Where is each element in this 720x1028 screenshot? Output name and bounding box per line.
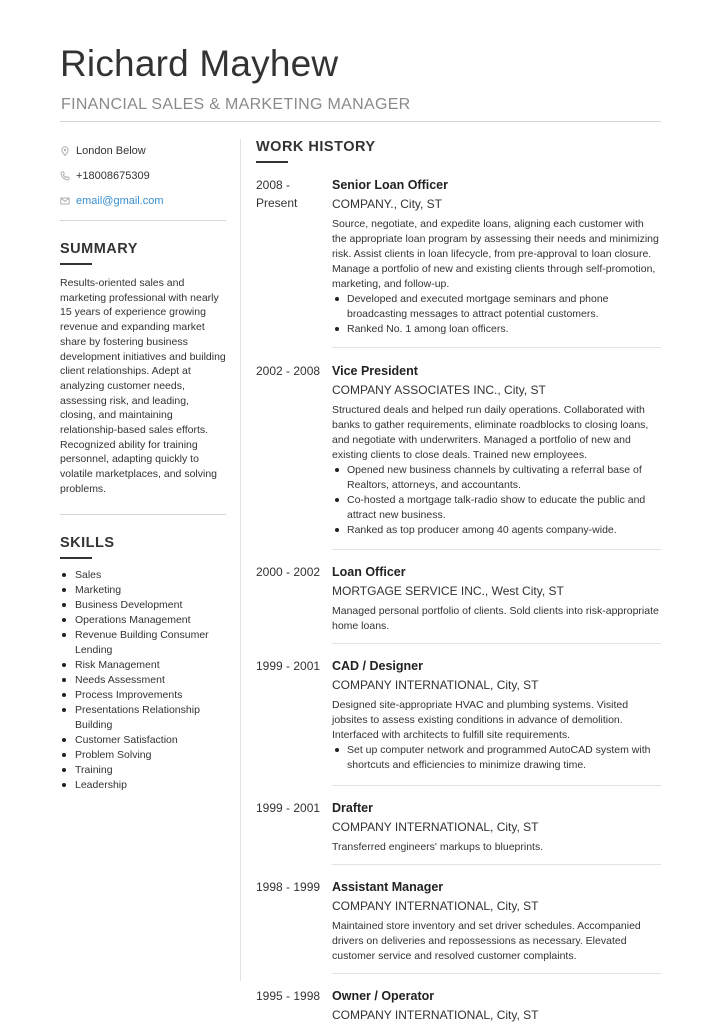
location-text: London Below <box>76 144 146 157</box>
job-dates: 2000 - 2002 <box>256 565 321 579</box>
skill-item: Process Improvements <box>60 688 226 703</box>
contact-email[interactable] <box>60 188 226 213</box>
job-description: Structured deals and helped run daily operations. Collaborated with banks to gather requirements, eliminate roadblocks to closing loans, and negotiate with underwriters. Managed a portfolio of new and existing clients to close deals. Trained new employees. <box>332 404 649 461</box>
job-bullet: Developed and executed mortgage seminars and phone broadcasting messages to attract potential customers. <box>332 292 661 322</box>
work-history-heading: WORK HISTORY <box>256 139 376 155</box>
job-dates: 2008 - Present <box>256 178 298 210</box>
job-dates: 2002 - 2008 <box>256 364 321 378</box>
job-title: Loan Officer <box>332 565 406 579</box>
job-divider <box>332 973 661 974</box>
job-entry <box>256 987 661 1025</box>
job-description: Designed site-appropriate HVAC and plumbing systems. Visited jobsites to assess existing conditions in advance of demolition. Interfaced with architects to fulfill site requirements. <box>332 699 629 741</box>
location-pin-icon <box>60 146 70 156</box>
job-description: Transferred engineers' markups to blueprints. <box>332 841 544 853</box>
contact-phone <box>60 163 226 188</box>
job-title: Owner / Operator <box>332 989 435 1003</box>
skills-divider <box>60 514 226 515</box>
work-history-underline <box>256 161 288 163</box>
envelope-icon <box>60 196 70 206</box>
job-bullets <box>332 743 661 773</box>
email-link[interactable]: email@gmail.com <box>76 194 164 207</box>
summary-text: Results-oriented sales and marketing professional with nearly 15 years of experience growing revenue and expanding market share by fostering business development initiatives and building client relationships. Adept at analyzing customer needs, assessing risk, and leading, closing, and maintaining relationship-based sales efforts. Recognized ability for training personnel, adapting quickly to volatile marketplaces, and solving problems. <box>60 277 226 495</box>
job-description: Managed personal portfolio of clients. Sold clients into risk-appropriate home loans. <box>332 605 659 632</box>
job-description: Maintained store inventory and set driver schedules. Accompanied drivers on deliveries and repossessions as necessary. Elevated customer service and resolved customer complaints. <box>332 920 641 962</box>
job-bullets <box>332 463 661 538</box>
job-dates: 1999 - 2001 <box>256 801 321 815</box>
column-divider <box>240 139 241 981</box>
job-entry <box>256 563 661 634</box>
skill-item: Problem Solving <box>60 748 226 763</box>
job-entry <box>256 362 661 538</box>
candidate-name: Richard Mayhew <box>60 43 339 84</box>
job-description: Source, negotiate, and expedite loans, aligning each customer with the appropriate loan program by assessing their needs and minimizing risk. Assist clients in loan lifecycle, from pre-approval to loan closure. Manage a portfolio of new and existing clients through self-promotion, marketing, and follow-up. <box>332 218 659 290</box>
skill-item: Revenue Building Consumer Lending <box>60 628 226 658</box>
skill-item: Leadership <box>60 778 226 793</box>
job-divider <box>332 785 661 786</box>
summary-underline <box>60 263 92 265</box>
right-column <box>256 138 661 1028</box>
job-company: COMPANY ASSOCIATES INC., City, ST <box>332 383 546 397</box>
skills-heading: SKILLS <box>60 534 115 551</box>
skills-underline <box>60 557 92 559</box>
job-divider <box>332 347 661 348</box>
job-bullets <box>332 292 661 337</box>
header-divider <box>60 121 661 122</box>
job-title: Senior Loan Officer <box>332 178 448 192</box>
job-entry <box>256 878 661 964</box>
skill-item: Needs Assessment <box>60 673 226 688</box>
job-entry <box>256 799 661 855</box>
job-title: Vice President <box>332 364 418 378</box>
job-dates: 1999 - 2001 <box>256 659 321 673</box>
job-divider <box>332 549 661 550</box>
job-company: COMPANY., City, ST <box>332 197 443 211</box>
skill-item: Business Development <box>60 598 226 613</box>
job-title-heading: FINANCIAL SALES & MARKETING MANAGER <box>61 96 411 113</box>
summary-divider <box>60 220 226 221</box>
skill-item: Sales <box>60 568 226 583</box>
skill-item: Training <box>60 763 226 778</box>
job-dates: 1995 - 1998 <box>256 989 321 1003</box>
job-company: COMPANY INTERNATIONAL, City, ST <box>332 678 539 692</box>
phone-text: +18008675309 <box>76 169 150 182</box>
summary-heading: SUMMARY <box>60 241 138 257</box>
phone-icon <box>60 171 70 181</box>
job-bullet: Ranked No. 1 among loan officers. <box>332 322 661 337</box>
job-company: MORTGAGE SERVICE INC., West City, ST <box>332 584 564 598</box>
job-entry <box>256 657 661 773</box>
job-divider <box>332 864 661 865</box>
job-title: CAD / Designer <box>332 659 423 673</box>
skills-list <box>60 568 226 793</box>
left-column <box>60 138 226 793</box>
skill-item: Presentations Relationship Building <box>60 703 226 733</box>
job-title: Drafter <box>332 801 373 815</box>
job-company: COMPANY INTERNATIONAL, City, ST <box>332 899 539 913</box>
job-company: COMPANY INTERNATIONAL, City, ST <box>332 820 539 834</box>
job-dates: 1998 - 1999 <box>256 880 321 894</box>
job-bullet: Opened new business channels by cultivating a referral base of Realtors, attorneys, and accountants. <box>332 463 661 493</box>
skill-item: Risk Management <box>60 658 226 673</box>
skill-item: Customer Satisfaction <box>60 733 226 748</box>
job-bullet: Set up computer network and programmed AutoCAD system with shortcuts and efficiencies to minimize drawing time. <box>332 743 661 773</box>
job-divider <box>332 643 661 644</box>
job-entry <box>256 176 661 337</box>
skill-item: Operations Management <box>60 613 226 628</box>
job-bullet: Co-hosted a mortgage talk-radio show to educate the public and attract new business. <box>332 493 661 523</box>
skill-item: Marketing <box>60 583 226 598</box>
job-company: COMPANY INTERNATIONAL, City, ST <box>332 1008 539 1022</box>
job-bullet: Ranked as top producer among 40 agents company-wide. <box>332 523 661 538</box>
contact-location <box>60 138 226 163</box>
job-title: Assistant Manager <box>332 880 444 894</box>
